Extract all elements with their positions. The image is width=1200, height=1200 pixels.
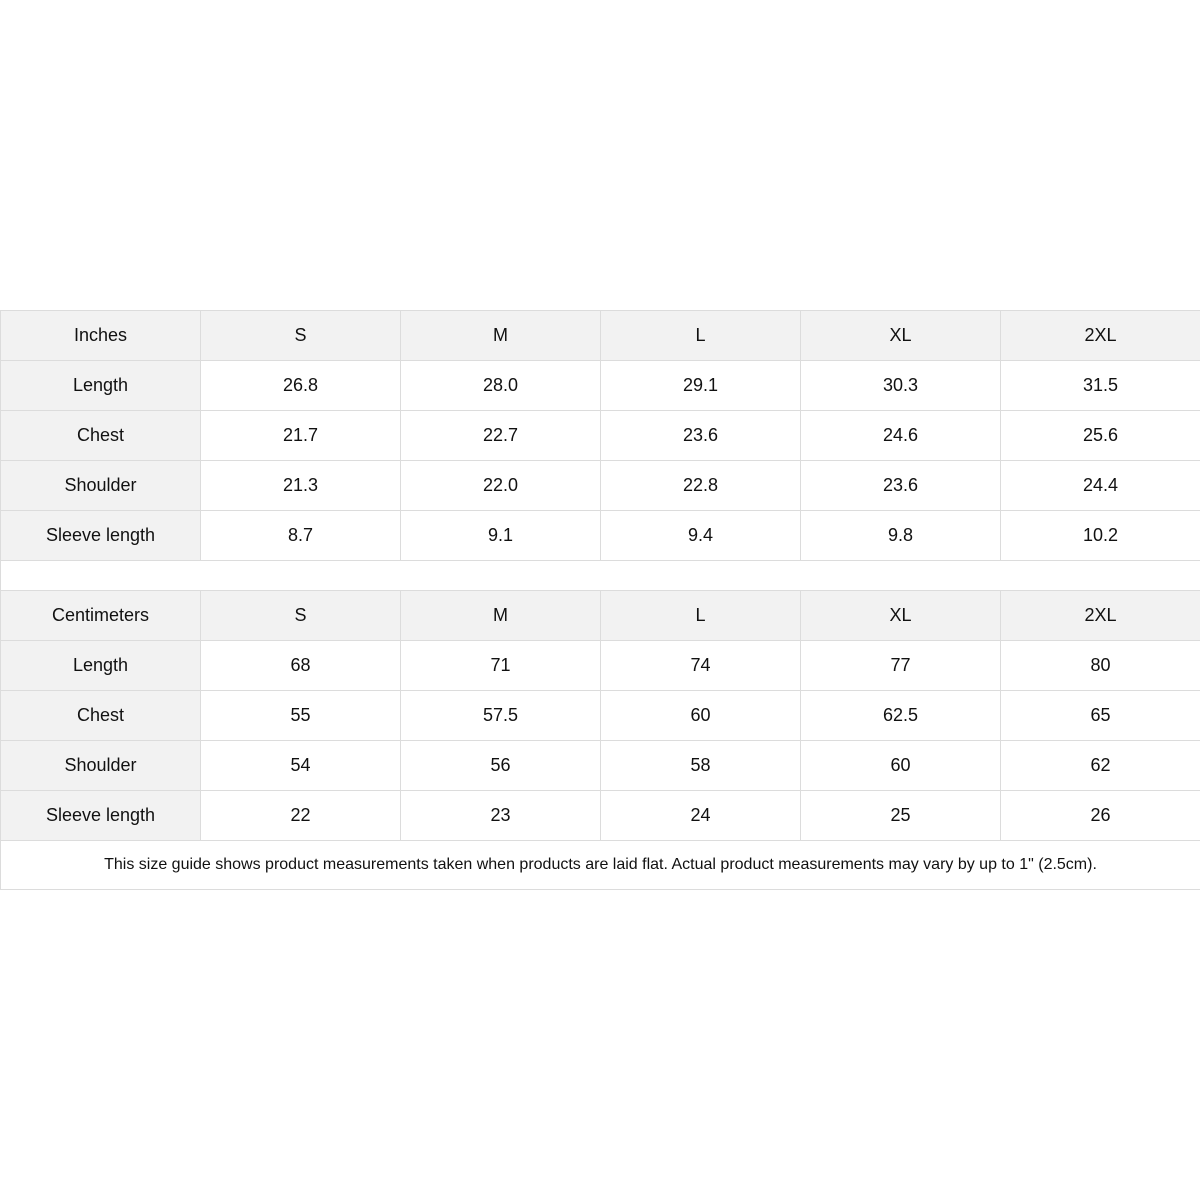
table-row <box>1 741 1200 791</box>
measurement-cell: 54 <box>201 741 401 791</box>
measurement-cell: 77 <box>801 641 1001 691</box>
measurement-cell: 22.8 <box>601 461 801 511</box>
measurement-cell: 9.4 <box>601 511 801 561</box>
inches-header-row <box>1 311 1200 361</box>
measurement-cell: 24 <box>601 791 801 841</box>
measurement-cell: 21.7 <box>201 411 401 461</box>
row-label: Sleeve length <box>1 511 201 561</box>
measurement-cell: 22.0 <box>401 461 601 511</box>
measurement-cell: 24.4 <box>1001 461 1200 511</box>
row-label: Length <box>1 641 201 691</box>
table-row <box>1 411 1200 461</box>
measurement-cell: 31.5 <box>1001 361 1200 411</box>
measurement-cell: 8.7 <box>201 511 401 561</box>
centimeters-header-row <box>1 591 1200 641</box>
measurement-cell: 24.6 <box>801 411 1001 461</box>
table-row <box>1 791 1200 841</box>
measurement-cell: 62.5 <box>801 691 1001 741</box>
measurement-cell: 21.3 <box>201 461 401 511</box>
section-spacer <box>1 561 1200 591</box>
size-chart-table <box>0 310 1200 890</box>
size-header-xl: XL <box>801 591 1001 641</box>
measurement-cell: 60 <box>601 691 801 741</box>
measurement-cell: 62 <box>1001 741 1200 791</box>
measurement-cell: 26.8 <box>201 361 401 411</box>
unit-label-inches: Inches <box>1 311 201 361</box>
spacer-cell <box>1 561 1200 591</box>
row-label: Chest <box>1 691 201 741</box>
note-row <box>1 841 1200 890</box>
measurement-cell: 26 <box>1001 791 1200 841</box>
measurement-cell: 23.6 <box>801 461 1001 511</box>
size-header-m: M <box>401 311 601 361</box>
measurement-cell: 25 <box>801 791 1001 841</box>
size-header-s: S <box>201 311 401 361</box>
measurement-cell: 23.6 <box>601 411 801 461</box>
size-header-l: L <box>601 311 801 361</box>
size-header-l: L <box>601 591 801 641</box>
table-row <box>1 461 1200 511</box>
measurement-cell: 22.7 <box>401 411 601 461</box>
measurement-cell: 25.6 <box>1001 411 1200 461</box>
measurement-cell: 29.1 <box>601 361 801 411</box>
row-label: Length <box>1 361 201 411</box>
size-guide <box>0 310 1200 890</box>
table-row <box>1 691 1200 741</box>
row-label: Chest <box>1 411 201 461</box>
measurement-cell: 30.3 <box>801 361 1001 411</box>
measurement-cell: 74 <box>601 641 801 691</box>
measurement-cell: 9.8 <box>801 511 1001 561</box>
measurement-cell: 10.2 <box>1001 511 1200 561</box>
measurement-cell: 71 <box>401 641 601 691</box>
size-header-2xl: 2XL <box>1001 591 1200 641</box>
row-label: Shoulder <box>1 741 201 791</box>
measurement-cell: 68 <box>201 641 401 691</box>
measurement-cell: 55 <box>201 691 401 741</box>
table-row <box>1 641 1200 691</box>
measurement-cell: 23 <box>401 791 601 841</box>
measurement-cell: 28.0 <box>401 361 601 411</box>
measurement-cell: 57.5 <box>401 691 601 741</box>
measurement-cell: 56 <box>401 741 601 791</box>
size-header-m: M <box>401 591 601 641</box>
measurement-cell: 60 <box>801 741 1001 791</box>
measurement-cell: 22 <box>201 791 401 841</box>
row-label: Shoulder <box>1 461 201 511</box>
row-label: Sleeve length <box>1 791 201 841</box>
measurement-cell: 65 <box>1001 691 1200 741</box>
table-row <box>1 361 1200 411</box>
unit-label-centimeters: Centimeters <box>1 591 201 641</box>
measurement-cell: 80 <box>1001 641 1200 691</box>
measurement-cell: 9.1 <box>401 511 601 561</box>
size-header-2xl: 2XL <box>1001 311 1200 361</box>
size-header-xl: XL <box>801 311 1001 361</box>
size-guide-note: This size guide shows product measurements taken when products are laid flat. Actual product measurements may vary by up to 1" (2.5cm). <box>1 841 1200 890</box>
measurement-cell: 58 <box>601 741 801 791</box>
size-header-s: S <box>201 591 401 641</box>
table-row <box>1 511 1200 561</box>
